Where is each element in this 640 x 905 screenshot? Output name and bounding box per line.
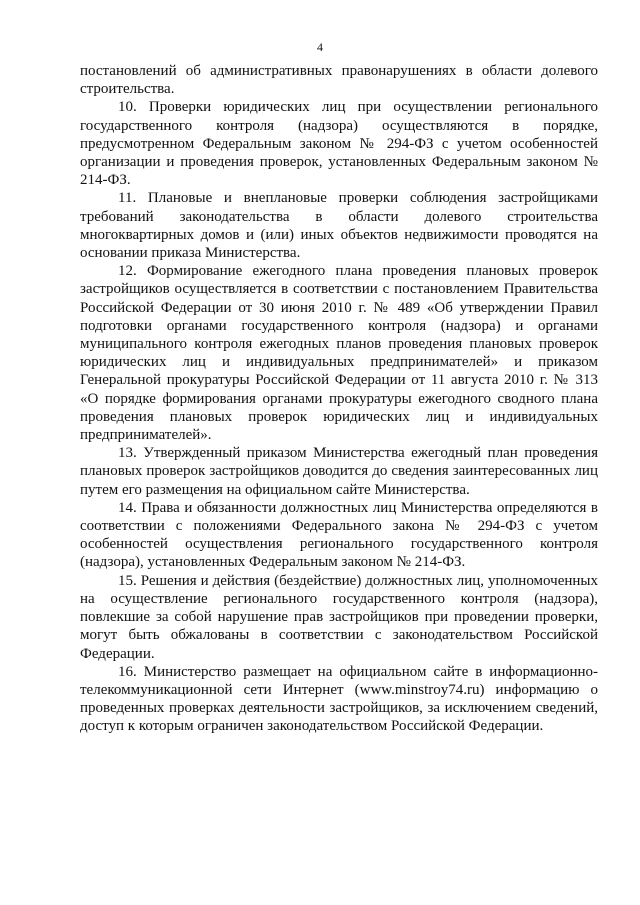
page-number: 4 xyxy=(317,40,323,54)
paragraph-13: 13. Утвержденный приказом Министерства ежегодный план проведения плановых проверок застройщиков доводится до сведения заинтересованных лиц путем его размещения на официальном сайте Министерства. xyxy=(80,445,598,498)
paragraph-14: 14. Права и обязанности должностных лиц Министерства определяются в соответствии с положениями Федерального закона № 294-ФЗ с учетом особенностей осуществления регионального государственного контроля (надзора), установленных Федеральным законом № 214-ФЗ. xyxy=(80,499,598,571)
paragraph-16: 16. Министерство размещает на официальном сайте в информационно-телекоммуникационной сети Интернет (www.minstroy74.ru) информацию о проведенных проверках деятельности застройщиков, за исключением сведений, доступ к которым ограничен законодательством Российской Федерации. xyxy=(80,663,598,735)
paragraph-continuation: постановлений об административных правонарушениях в области долевого строительства. xyxy=(80,63,598,98)
paragraph-15: 15. Решения и действия (бездействие) должностных лиц, уполномоченных на осуществление регионального государственного контроля (надзора), повлекшие за собой нарушение прав застройщиков при проведении проверки, могут быть обжалованы в соответствии с законодательством Российской Федерации. xyxy=(80,572,598,662)
paragraph-12: 12. Формирование ежегодного плана проведения плановых проверок застройщиков осуществляется в соответствии с постановлением Правительства Российской Федерации от 30 июня 2010 г. № 489 «Об утверждении Правил подготовки органами государственного контроля (надзора) и органами муниципального контроля ежегодных планов проведения плановых проверок юридических лиц и индивидуальных предпринимателей» и приказом Генеральной прокуратуры Российской Федерации от 11 августа 2010 г. № 313 «О порядке формирования органами прокуратуры ежегодного сводного плана проведения плановых проверок юридических лиц и индивидуальных предпринимателей». xyxy=(80,263,598,444)
paragraph-10: 10. Проверки юридических лиц при осуществлении регионального государственного контроля (надзора) осуществляются в порядке, предусмотренном Федеральным законом № 294-ФЗ с учетом особенностей организации и проведения проверок, установленных Федеральным законом № 214-ФЗ. xyxy=(80,99,598,189)
document-body xyxy=(80,62,598,736)
paragraph-11: 11. Плановые и внеплановые проверки соблюдения застройщиками требований законодательства в области долевого строительства многоквартирных домов и (или) иных объектов недвижимости проводятся на основании приказа Министерства. xyxy=(80,190,598,262)
